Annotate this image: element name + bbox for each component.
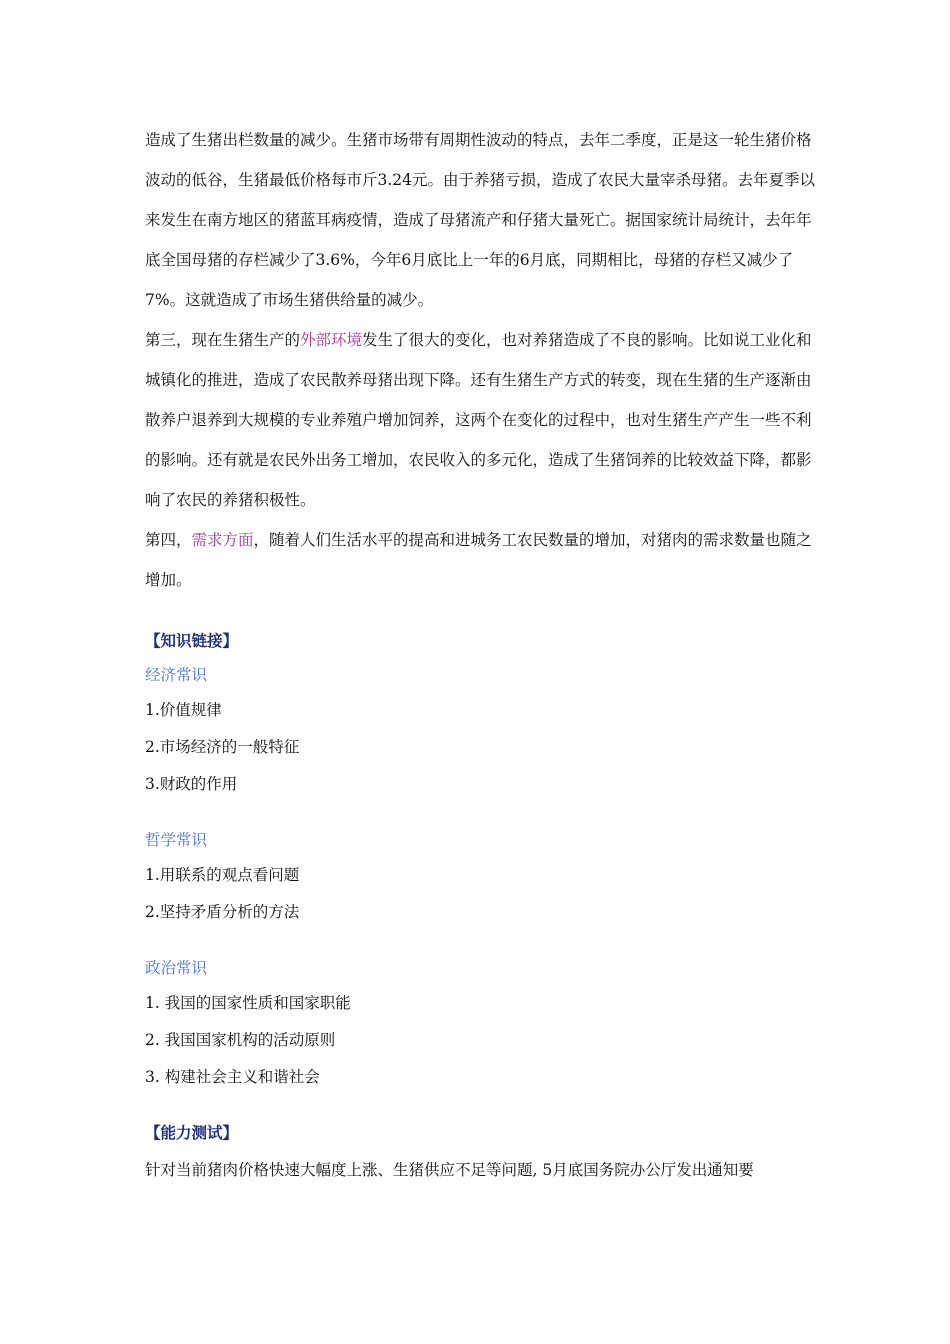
ability-test-text: 针对当前猪肉价格快速大幅度上涨、生猪供应不足等问题, 5月底国务院办公厅发出通知要 <box>145 1161 754 1179</box>
spacer <box>145 803 825 823</box>
economics-item-3: 3.财政的作用 <box>145 775 238 793</box>
philosophy-item-2: 2.坚持矛盾分析的方法 <box>145 903 300 921</box>
document-page <box>145 120 825 1190</box>
economics-heading: 经济常识 <box>145 666 208 684</box>
highlight-external-environment: 外部环境 <box>300 331 363 349</box>
knowledge-link-heading: 【知识链接】 <box>145 631 239 650</box>
paragraph-fourth-point <box>145 520 825 600</box>
paragraph-fourth-point-lead: 第四， <box>145 531 192 549</box>
economics-item-1: 1.价值规律 <box>145 701 222 719</box>
spacer <box>145 931 825 951</box>
politics-heading: 政治常识 <box>145 959 208 977</box>
paragraph-third-point-lead: 第三，现在生猪生产的 <box>145 331 301 349</box>
spacer <box>145 1096 825 1116</box>
politics-item-3: 3. 构建社会主义和谐社会 <box>145 1068 320 1086</box>
philosophy-item-1: 1.用联系的观点看问题 <box>145 866 300 884</box>
paragraph-fourth-point-body: ，随着人们生活水平的提高和进城务工农民数量的增加，对猪肉的需求数量也随之增加。 <box>145 531 812 589</box>
paragraph-pig-supply <box>145 120 825 320</box>
highlight-demand-side: 需求方面 <box>191 531 254 549</box>
economics-item-2: 2.市场经济的一般特征 <box>145 738 300 756</box>
politics-item-1: 1. 我国的国家性质和国家职能 <box>145 994 351 1012</box>
paragraph-third-point <box>145 320 825 520</box>
paragraph-pig-supply-text: 造成了生猪出栏数量的减少。生猪市场带有周期性波动的特点，去年二季度，正是这一轮生猪价格波动的低谷，生猪最低价格每市斤3.24元。由于养猪亏损，造成了农民大量宰杀母猪。去年夏季以来发生在南方地区的猪蓝耳病疫情，造成了母猪流产和仔猪大量死亡。据国家统计局统计，去年年底全国母猪的存栏减少了3.6%，今年6月底比上一年的6月底，同期相比，母猪的存栏又减少了7%。这就造成了市场生猪供给量的减少。 <box>145 131 816 309</box>
ability-test-heading: 【能力测试】 <box>145 1123 239 1142</box>
paragraph-third-point-body: 发生了很大的变化，也对养猪造成了不良的影响。比如说工业化和城镇化的推进，造成了农民散养母猪出现下降。还有生猪生产方式的转变，现在生猪的生产逐渐由散养户退养到大规模的专业养殖户增加饲养，这两个在变化的过程中，也对生猪生产产生一些不利的影响。还有就是农民外出务工增加，农民收入的多元化，造成了生猪饲养的比较效益下降，都影响了农民的养猪积极性。 <box>145 331 812 509</box>
politics-item-2: 2. 我国国家机构的活动原则 <box>145 1031 336 1049</box>
philosophy-heading: 哲学常识 <box>145 831 208 849</box>
spacer <box>145 600 825 624</box>
